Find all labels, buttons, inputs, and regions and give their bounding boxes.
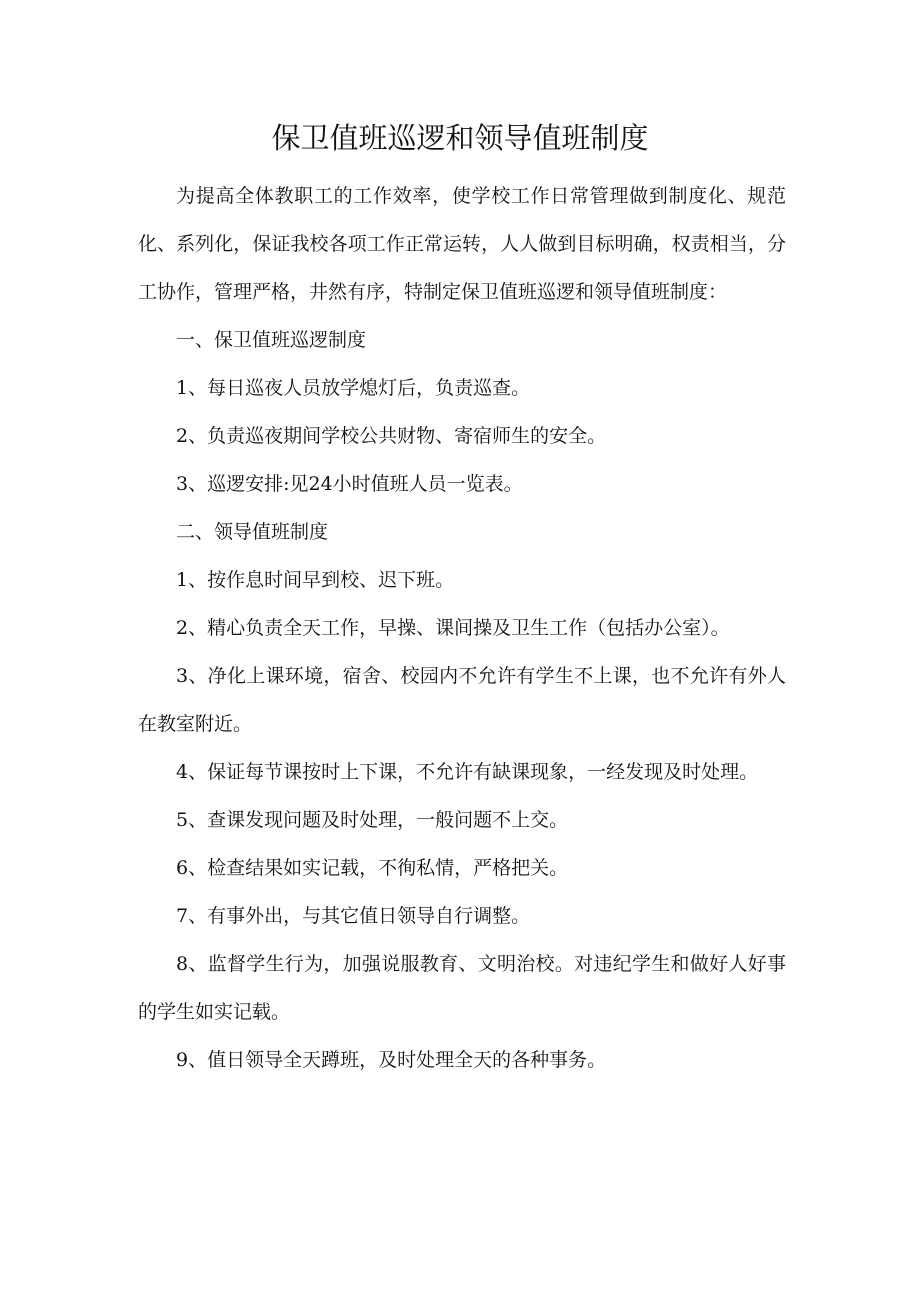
section-heading-leadership: 二、领导值班制度 — [176, 521, 329, 543]
leadership-item-7: 7、有事外出，与其它值日领导自行调整。 — [176, 905, 531, 927]
leadership-item-9: 9、值日领导全天蹲班，及时处理全天的各种事务。 — [176, 1049, 607, 1071]
intro-paragraph: 为提高全体教职工的工作效率，使学校工作日常管理做到制度化、规范化、系列化，保证我校各项工作正常运转，人人做到目标明确，权责相当，分工协作，管理严格，井然有序，特制定保卫值班巡逻和领导值班制度： — [138, 185, 786, 303]
leadership-item-3: 3、净化上课环境，宿舍、校园内不允许有学生不上课，也不允许有外人在教室附近。 — [138, 665, 786, 735]
leadership-item-8: 8、监督学生行为，加强说服教育、文明治校。对违纪学生和做好人好事的学生如实记载。 — [138, 953, 786, 1023]
security-item-2: 2、负责巡夜期间学校公共财物、寄宿师生的安全。 — [176, 425, 607, 447]
leadership-item-2: 2、精心负责全天工作，早操、课间操及卫生工作（包括办公室）。 — [176, 617, 730, 639]
leadership-item-5: 5、查课发现问题及时处理，一般问题不上交。 — [176, 809, 569, 831]
document-body — [138, 172, 786, 1084]
section-heading-security: 一、保卫值班巡逻制度 — [176, 329, 367, 351]
document-title: 保卫值班巡逻和领导值班制度 — [271, 121, 649, 155]
leadership-item-1: 1、按作息时间早到校、迟下班。 — [176, 569, 455, 591]
leadership-item-4: 4、保证每节课按时上下课，不允许有缺课现象，一经发现及时处理。 — [176, 761, 759, 783]
security-item-3: 3、巡逻安排:见24小时值班人员一览表。 — [176, 473, 523, 495]
leadership-item-6: 6、检查结果如实记载，不徇私情，严格把关。 — [176, 857, 569, 879]
security-item-1: 1、每日巡夜人员放学熄灯后，负责巡查。 — [176, 377, 531, 399]
